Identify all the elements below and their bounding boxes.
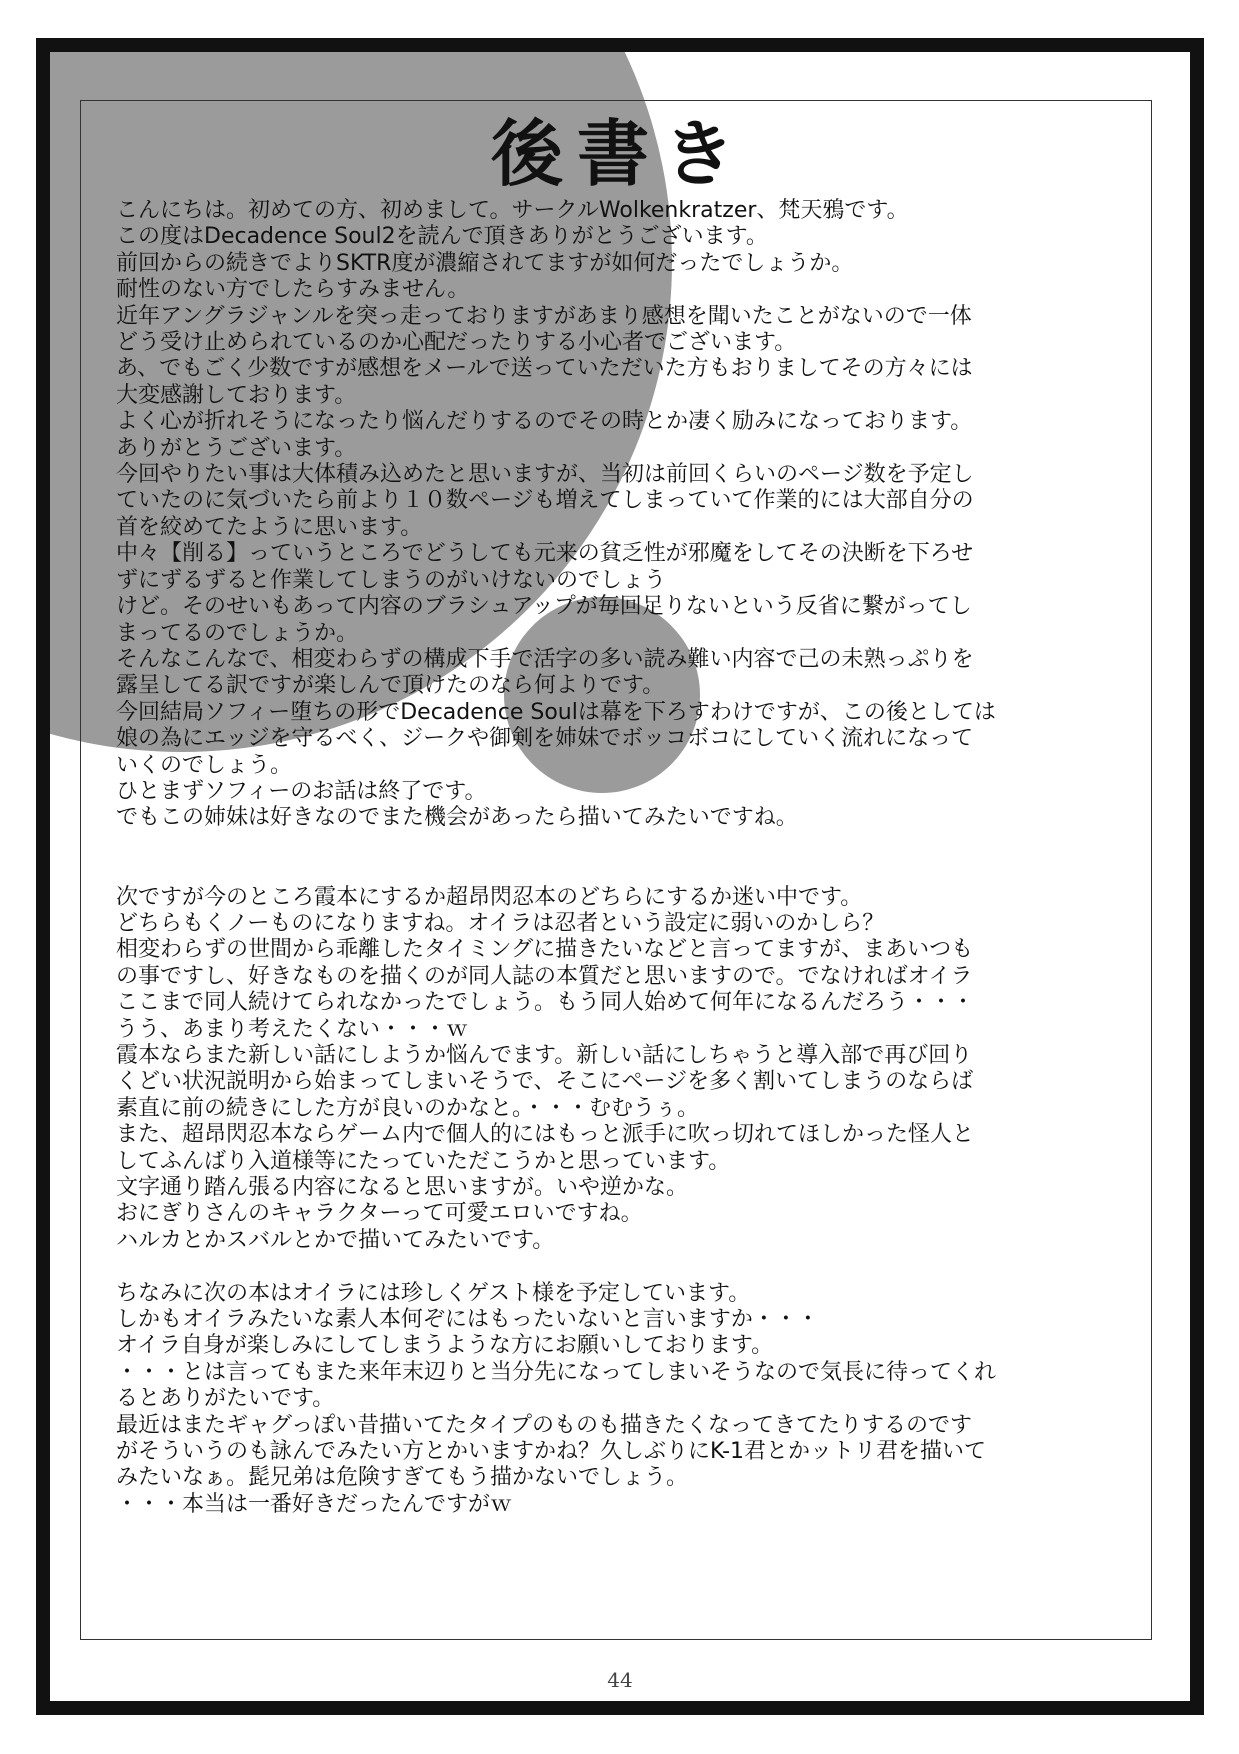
text-line: ひとまずソフィーのお話は終了です。 bbox=[116, 778, 487, 804]
text-line: ずにずるずると作業してしまうのがいけないのでしょう bbox=[116, 567, 667, 593]
text-line: 今回やりたい事は大体積み込めたと思いますが、当初は前回くらいのページ数を予定し bbox=[116, 462, 974, 488]
text-line: 中々【削る】っていうところでどうしても元来の貧乏性が邪魔をしてその決断を下ろせ bbox=[116, 541, 974, 567]
text-line: しかもオイラみたいな素人本何ぞにはもったいないと言いますか・・・ bbox=[116, 1307, 819, 1333]
text-line: 素直に前の続きにした方が良いのかなと。・・・むむうぅ。 bbox=[116, 1095, 700, 1121]
text-line: けど。そのせいもあって内容のブラシュアップが毎回足りないという反省に繋がってし bbox=[116, 594, 972, 620]
text-line: みたいなぁ。髭兄弟は危険すぎてもう描かないでしょう。 bbox=[116, 1465, 689, 1491]
text-line: この度はDecadence Soul2を読んで頂きありがとうございます。 bbox=[116, 224, 768, 250]
text-line: うう、あまり考えたくない・・・ｗ bbox=[116, 1016, 469, 1042]
text-line: また、超昂閃忍本ならゲーム内で個人的にはもっと派手に吹っ切れてほしかった怪人と bbox=[116, 1122, 975, 1148]
text-line: 首を絞めてたように思います。 bbox=[116, 514, 423, 540]
text-line: 前回からの続きでよりSKTR度が濃縮されてますが如何だったでしょうか。 bbox=[116, 250, 854, 276]
text-line: 最近はまたギャグっぽい昔描いてたタイプのものも描きたくなってきてたりするのです bbox=[116, 1412, 973, 1438]
text-line: ここまで同人続けてられなかったでしょう。もう同人始めて何年になるんだろう・・・ bbox=[116, 990, 975, 1016]
page-title: 後書き bbox=[490, 111, 749, 196]
text-line: どちらもくノーものになりますね。オイラは忍者という設定に弱いのかしら？ bbox=[116, 910, 885, 936]
text-line: くどい状況説明から始まってしまいそうで、そこにページを多く割いてしまうのならば bbox=[116, 1069, 974, 1095]
text-line: ていたのに気づいたら前より１０数ページも増えてしまっていて作業的には大部自分の bbox=[116, 488, 974, 514]
text-line: こんにちは。初めての方、初めまして。サークルWolkenkratzer、梵天鴉です。 bbox=[116, 198, 909, 223]
text-line bbox=[116, 1254, 1146, 1280]
text-line: あ、でもごく少数ですが感想をメールで送っていただいた方もおりましてその方々には bbox=[116, 356, 973, 382]
page-frame bbox=[36, 38, 1204, 1715]
text-line: ・・・本当は一番好きだったんですがｗ bbox=[116, 1491, 513, 1517]
afterword-body bbox=[116, 198, 1146, 1518]
text-line: ハルカとかスバルとかで描いてみたいです。 bbox=[116, 1227, 555, 1253]
text-line: 今回結局ソフィー堕ちの形でDecadence Soulは幕を下ろすわけですが、この後としては bbox=[116, 699, 996, 725]
text-line bbox=[116, 858, 1146, 884]
text-line bbox=[116, 832, 1146, 858]
text-line: 相変わらずの世間から乖離したタイミングに描きたいなどと言ってますが、まあいつも bbox=[116, 937, 974, 963]
text-line: がそういうのも詠んでみたい方とかいますかね？久しぶりにK-1君とかットリ君を描いて bbox=[116, 1439, 987, 1465]
text-line: どう受け止められているのか心配だったりする小心者でございます。 bbox=[116, 330, 797, 356]
text-line: ありがとうございます。 bbox=[116, 435, 357, 461]
text-line: おにぎりさんのキャラクターって可愛エロいですね。 bbox=[116, 1201, 643, 1227]
text-line: まってるのでしょうか。 bbox=[116, 620, 359, 646]
text-line: 霞本ならまた新しい話にしようか悩んでます。新しい話にしちゃうと導入部で再び回り bbox=[116, 1042, 973, 1068]
text-line: でもこの姉妹は好きなのでまた機会があったら描いてみたいですね。 bbox=[116, 805, 798, 831]
text-line: るとありがたいです。 bbox=[116, 1386, 335, 1412]
text-line: ・・・とは言ってもまた来年末辺りと当分先になってしまいそうなので気長に待ってくれ bbox=[116, 1359, 997, 1385]
text-line: 娘の為にエッジを守るべく、ジークや御剣を姉妹でボッコボコにしていく流れになって bbox=[116, 726, 974, 752]
text-line: そんなこんなで、相変わらずの構成下手で活字の多い読み難い内容で己の未熟っぷりを bbox=[116, 646, 974, 672]
text-line: 大変感謝しております。 bbox=[116, 382, 357, 408]
text-line: してふんばり入道様等にたっていただこうかと思っています。 bbox=[116, 1148, 731, 1174]
text-line: 次ですが今のところ霞本にするか超昂閃忍本のどちらにするか迷い中です。 bbox=[116, 884, 863, 910]
text-line: の事ですし、好きなものを描くのが同人誌の本質だと思いますので。でなければオイラ bbox=[116, 963, 973, 989]
text-line: いくのでしょう。 bbox=[116, 752, 293, 778]
text-line: よく心が折れそうになったり悩んだりするのでその時とか凄く励みになっております。 bbox=[116, 409, 973, 435]
text-line: 文字通り踏ん張る内容になると思いますが。いや逆かな。 bbox=[116, 1175, 689, 1200]
text-line: オイラ自身が楽しみにしてしまうような方にお願いしております。 bbox=[116, 1333, 774, 1359]
page-number: 44 bbox=[607, 1668, 633, 1692]
text-line: 近年アングラジャンルを突っ走っておりますがあまり感想を聞いたことがないので一体 bbox=[116, 303, 972, 329]
text-line: 耐性のない方でしたらすみません。 bbox=[116, 277, 470, 303]
text-line: 露呈してる訳ですが楽しんで頂けたのなら何よりです。 bbox=[116, 673, 665, 699]
text-line: ちなみに次の本はオイラには珍しくゲスト様を予定しています。 bbox=[116, 1280, 751, 1306]
